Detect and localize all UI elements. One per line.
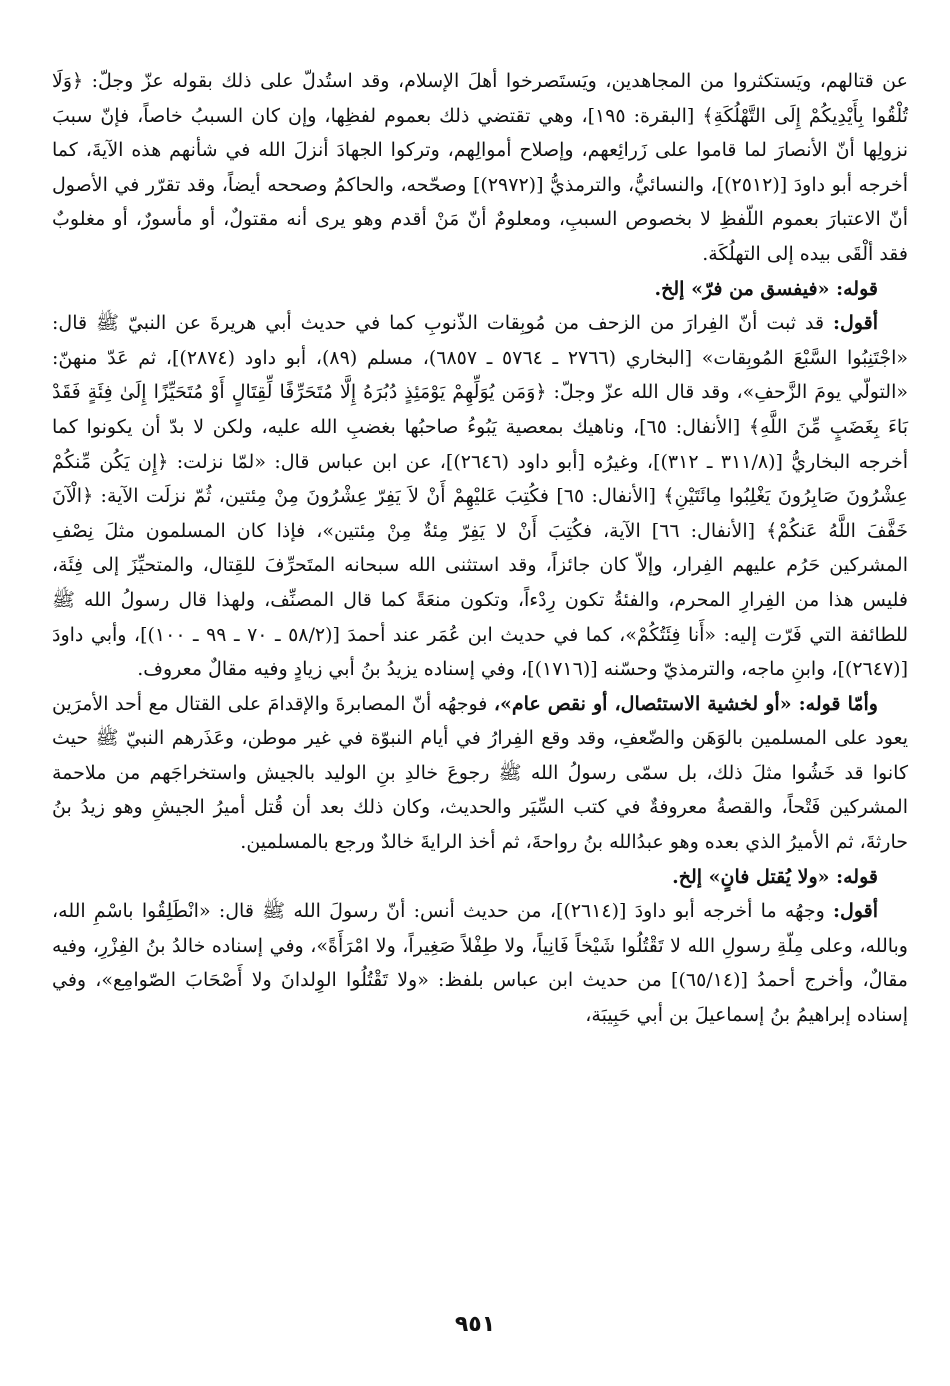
section-heading-1-text: قوله: «فيفسق من فرّ» إلخ. bbox=[654, 277, 878, 300]
page-number: ٩٥١ bbox=[454, 1312, 496, 1337]
paragraph-3 bbox=[52, 687, 908, 860]
section-heading-1 bbox=[52, 272, 908, 307]
section-heading-2-text: قوله: «ولا يُقتل فانٍ» إلخ. bbox=[672, 865, 878, 888]
paragraph-3-text: فوجهُه أنّ المصابرةَ والإقدامَ على القتال مع أحد الأمرَين يعود على المسلمين بالوَهَن والضّعفِ، وقد وقع الفِرارُ في أيام النبوّة في غير موطن، وعَذَرهم النبيّ ﷺ حيث كانوا قد خَشُوا مثلَ ذلك، بل سمّى رسولُ الله ﷺ رجوعَ خالدِ بنِ الوليد بالجيش واستخراجَهم من ملاحمة المشركين فَتْحاً، والقصةُ معروفةٌ في كتب السِّيَر والحديث، وكان ذلك بعد أن قُتل أميرُ الجيشِ وهو زيدُ بنُ حارثةَ، ثم الأميرُ الذي بعده وهو عبدُالله بنُ رواحةَ، ثم أخذ الرايةَ خالدٌ ورجع بالمسلمين. bbox=[52, 692, 908, 854]
paragraph-2-lead: أقول: bbox=[833, 312, 878, 335]
paragraph-4 bbox=[52, 894, 908, 1032]
paragraph-2-text: قد ثبت أنّ الفِرارَ من الزحف من مُوبِقات الذّنوبِ كما في حديث أبي هريرةَ عن النبيّ ﷺ قال: «اجْتَنِبُوا السَّبْعَ المُوبِقات» [البخاري (٢٧٦٦ ـ ٥٧٦٤ ـ ٦٨٥٧)، مسلم (٨٩)، أبو داود (٢٨٧٤)]، ثم عَدّ منهنّ: «التولّي يومَ الزَّحفِ»، وقد قال الله عزّ وجلّ: ﴿وَمَن يُوَلِّهِمْ يَوْمَئِذٍ دُبُرَهُ إِلَّا مُتَحَرِّفًا لِّقِتَالٍ أَوْ مُتَحَيِّزًا إِلَىٰ فِئَةٍ فَقَدْ بَاءَ بِغَضَبٍ مِّنَ اللَّهِ﴾ [الأنفال: ٦٥]، وناهيك بمعصية يَبُوءُ صاحبُها بغضبِ الله عليه، ولكن لا بدّ أن يكونوا كما أخرجه البخاريُّ [(٣١١/٨ ـ ٣١٢)]، وغيرُه [أبو داود (٢٦٤٦)]، عن ابن عباس قال: «لمّا نزلت: ﴿إِن يَكُن مِّنكُمْ عِشْرُونَ صَابِرُونَ يَغْلِبُوا مِائَتَيْنِ﴾ [الأنفال: ٦٥] فكُتِبَ عَليْهِمْ أَنْ لاَ يَفِرّ عِشْرُونَ مِنْ مِئتين، ثُمّ نزلَت الآية: ﴿الْآنَ خَفَّفَ اللَّهُ عَنكُمْ﴾ [الأنفال: ٦٦] الآية، فكُتِبَ أَنْ لا يَفِرّ مِئةٌ مِنْ مِئتين»، فإذا كان المسلمون مثلَ نِصْفِ المشركين حَرُم عليهم الفِرار، وإلاّ كان جائزاً، وقد استثنى الله سبحانه المتَحرِّفَ للقِتال، والمتحيِّزَ إلى فِئَة، فليس هذا من الفِرارِ المحرم، والفئةُ تكون رِدْءاً، وتكون منعَةً كما قال المصنِّف، ولهذا قال رسولُ الله ﷺ للطائفة التي فَرّت إليه: «أَنا فِئَتُكُمْ»، كما في حديث ابن عُمَر عند أحمدَ [(٥٨/٢ ـ ٧٠ ـ ٩٩ ـ ١٠٠)]، وأبي داودَ [(٢٦٤٧)]، وابنِ ماجه، والترمذيّ وحسّنه [(١٧١٦)]، وفي إسناده يزيدُ بنُ أبي زيادٍ وفيه مقالٌ معروف. bbox=[52, 312, 909, 681]
paragraph-4-text: وجهُه ما أخرجه أبو داودَ [(٢٦١٤)]، من حديث أنس: أنّ رسولَ الله ﷺ قال: «انْطَلِقُوا باسْمِ الله، وبالله، وعلى مِلّةِ رسولِ الله لا تَقْتُلُوا شَيْخاً فَانِياً، ولا طِفْلاً صَغِيراً، ولا امْرَأَةً»، وفي إسناده خالدُ بنُ الفِزْرِ، وفيه مقالٌ، وأخرج أحمدُ [(٦٥/١٤)] من حديث ابن عباس بلفظ: «ولا تَقْتُلُوا الوِلدانَ ولا أَصْحَابَ الصّوامِع»، وفي إسناده إبراهيمُ بنُ إسماعيلَ بن أبي حَبِيبَة، bbox=[52, 900, 908, 1027]
paragraph-4-lead: أقول: bbox=[833, 900, 878, 923]
paragraph-3-lead: وأمّا قوله: «أو لخشية الاستئصال، أو نقص عام»، bbox=[493, 692, 878, 715]
paragraph-2 bbox=[52, 306, 908, 687]
paragraph-1 bbox=[52, 64, 908, 272]
document-page bbox=[52, 64, 908, 1033]
section-heading-2 bbox=[52, 860, 908, 895]
paragraph-1-text: عن قتالهم، ويَستكثروا من المجاهدين، ويَستَصرخوا أهلَ الإسلام، وقد استُدلّ على ذلك بقوله عزّ وجلّ: ﴿وَلَا تُلْقُوا بِأَيْدِيكُمْ إِلَى التَّهْلُكَةِ﴾ [البقرة: ١٩٥]، وهي تقتضي ذلك بعموم لفظِها، وإن كان السببُ خاصاً، فإنّ سببَ نزولِها أنّ الأنصارَ لما قاموا على زَرائِعهم، وإصلاح أموالِهم، وتركوا الجهادَ أنزلَ الله في شأنهم هذه الآيةَ، كما أخرجه أبو داودَ [(٢٥١٢)]، والنسائيُّ، والترمذيُّ [(٢٩٧٢)] وصحّحه، والحاكمُ وصححه أيضاً، وقد تقرّر في الأصول أنّ الاعتبارَ بعموم اللّفظِ لا بخصوص السببِ، ومعلومٌ أنّ مَنْ أقدم وهو يرى أنه مقتولٌ، أو مأسورٌ، أو مغلوبٌ فقد ألْقَى بيده إلى التهلُكَة. bbox=[52, 70, 908, 265]
